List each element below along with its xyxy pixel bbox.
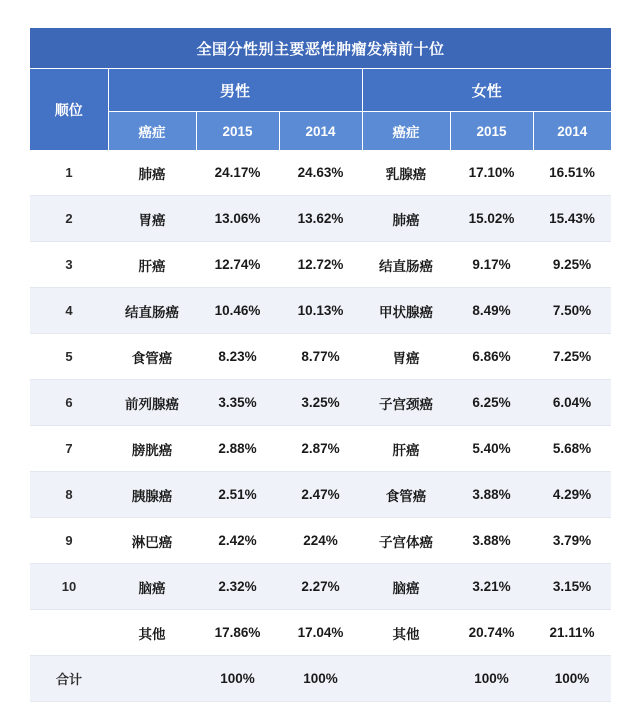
cell-male-cancer: 其他 [108, 610, 196, 656]
cell-female-2014: 4.29% [533, 472, 611, 518]
cell-male-2014: 224% [279, 518, 362, 564]
cell-rank: 3 [30, 242, 108, 288]
table-row [30, 242, 611, 288]
cell-female-2015: 6.86% [450, 334, 533, 380]
cell-female-cancer: 甲状腺癌 [362, 288, 450, 334]
cell-male-2015: 8.23% [196, 334, 279, 380]
cell-female-2015: 17.10% [450, 150, 533, 196]
cell-rank: 2 [30, 196, 108, 242]
table-row [30, 472, 611, 518]
cell-male-2015: 2.88% [196, 426, 279, 472]
cell-female-2015: 100% [450, 656, 533, 702]
cell-female-2014: 7.50% [533, 288, 611, 334]
cell-male-cancer: 前列腺癌 [108, 380, 196, 426]
cell-female-2015: 15.02% [450, 196, 533, 242]
cell-male-cancer: 结直肠癌 [108, 288, 196, 334]
cell-male-2015: 12.74% [196, 242, 279, 288]
cell-female-2014: 21.11% [533, 610, 611, 656]
column-header-male-2015: 2015 [196, 112, 279, 151]
cell-female-cancer: 其他 [362, 610, 450, 656]
cell-female-cancer: 脑癌 [362, 564, 450, 610]
cell-female-2014: 3.15% [533, 564, 611, 610]
cell-female-2015: 3.88% [450, 472, 533, 518]
cell-rank: 8 [30, 472, 108, 518]
cell-female-2014: 6.04% [533, 380, 611, 426]
cell-male-2014: 12.72% [279, 242, 362, 288]
cell-total-label: 合计 [30, 656, 108, 702]
cell-female-2015: 20.74% [450, 610, 533, 656]
table-header [30, 28, 611, 150]
cell-female-cancer: 乳腺癌 [362, 150, 450, 196]
cell-male-cancer: 胰腺癌 [108, 472, 196, 518]
cell-male-2014: 2.47% [279, 472, 362, 518]
cancer-incidence-table [30, 28, 611, 702]
cell-female-2015: 9.17% [450, 242, 533, 288]
cell-female-2014: 16.51% [533, 150, 611, 196]
cell-male-2014: 13.62% [279, 196, 362, 242]
column-header-male-2014: 2014 [279, 112, 362, 151]
column-header-male: 男性 [108, 69, 362, 112]
cell-male-2015: 10.46% [196, 288, 279, 334]
cell-female-cancer: 结直肠癌 [362, 242, 450, 288]
cell-rank [30, 610, 108, 656]
cell-male-2015: 2.42% [196, 518, 279, 564]
cell-male-2014: 3.25% [279, 380, 362, 426]
column-header-female-cancer: 癌症 [362, 112, 450, 151]
cell-female-cancer: 子宫颈癌 [362, 380, 450, 426]
cell-rank: 4 [30, 288, 108, 334]
cell-rank: 6 [30, 380, 108, 426]
cell-female-2014: 9.25% [533, 242, 611, 288]
cell-male-2014: 24.63% [279, 150, 362, 196]
cell-female-cancer: 胃癌 [362, 334, 450, 380]
cell-male-2014: 2.87% [279, 426, 362, 472]
page-title: 全国分性别主要恶性肿瘤发病前十位 [30, 28, 611, 69]
cell-rank: 7 [30, 426, 108, 472]
table-title-row [30, 28, 611, 69]
column-header-female-2015: 2015 [450, 112, 533, 151]
cell-female-2014: 5.68% [533, 426, 611, 472]
cell-female-cancer: 肝癌 [362, 426, 450, 472]
column-header-male-cancer: 癌症 [108, 112, 196, 151]
cell-male-2015: 3.35% [196, 380, 279, 426]
cell-female-2014: 100% [533, 656, 611, 702]
cell-rank: 5 [30, 334, 108, 380]
table-row [30, 334, 611, 380]
cell-rank: 9 [30, 518, 108, 564]
cell-female-2015: 3.21% [450, 564, 533, 610]
cell-female-2015: 5.40% [450, 426, 533, 472]
cell-female-2015: 6.25% [450, 380, 533, 426]
cell-male-2014: 100% [279, 656, 362, 702]
cell-male-cancer: 膀胱癌 [108, 426, 196, 472]
table-row [30, 518, 611, 564]
cell-female-cancer: 食管癌 [362, 472, 450, 518]
cell-female-2015: 8.49% [450, 288, 533, 334]
cell-rank: 1 [30, 150, 108, 196]
column-header-female: 女性 [362, 69, 611, 112]
cell-female-2014: 15.43% [533, 196, 611, 242]
table-row [30, 426, 611, 472]
cell-female-2014: 3.79% [533, 518, 611, 564]
cell-rank: 10 [30, 564, 108, 610]
column-header-rank: 顺位 [30, 69, 108, 151]
table-row [30, 564, 611, 610]
table-row [30, 196, 611, 242]
cell-male-cancer: 食管癌 [108, 334, 196, 380]
cell-male-cancer: 脑癌 [108, 564, 196, 610]
table-subheader-row [30, 112, 611, 151]
cell-female-2015: 3.88% [450, 518, 533, 564]
cell-male-2014: 10.13% [279, 288, 362, 334]
cell-male-2015: 100% [196, 656, 279, 702]
cell-male-cancer: 淋巴癌 [108, 518, 196, 564]
cell-female-cancer: 肺癌 [362, 196, 450, 242]
cell-male-2014: 8.77% [279, 334, 362, 380]
table-row-other [30, 610, 611, 656]
column-header-female-2014: 2014 [533, 112, 611, 151]
table-body [30, 150, 611, 702]
table-row-total [30, 656, 611, 702]
cell-female-2014: 7.25% [533, 334, 611, 380]
cell-male-cancer: 肝癌 [108, 242, 196, 288]
cell-male-cancer [108, 656, 196, 702]
cancer-table-container [30, 28, 611, 702]
cell-male-cancer: 胃癌 [108, 196, 196, 242]
cell-male-2014: 17.04% [279, 610, 362, 656]
cell-male-2015: 17.86% [196, 610, 279, 656]
cell-male-2015: 2.32% [196, 564, 279, 610]
cell-male-cancer: 肺癌 [108, 150, 196, 196]
table-group-header-row [30, 69, 611, 112]
cell-male-2015: 24.17% [196, 150, 279, 196]
cell-male-2015: 2.51% [196, 472, 279, 518]
cell-male-2014: 2.27% [279, 564, 362, 610]
cell-female-cancer: 子宫体癌 [362, 518, 450, 564]
table-row [30, 150, 611, 196]
table-row [30, 380, 611, 426]
cell-male-2015: 13.06% [196, 196, 279, 242]
cell-female-cancer [362, 656, 450, 702]
table-row [30, 288, 611, 334]
